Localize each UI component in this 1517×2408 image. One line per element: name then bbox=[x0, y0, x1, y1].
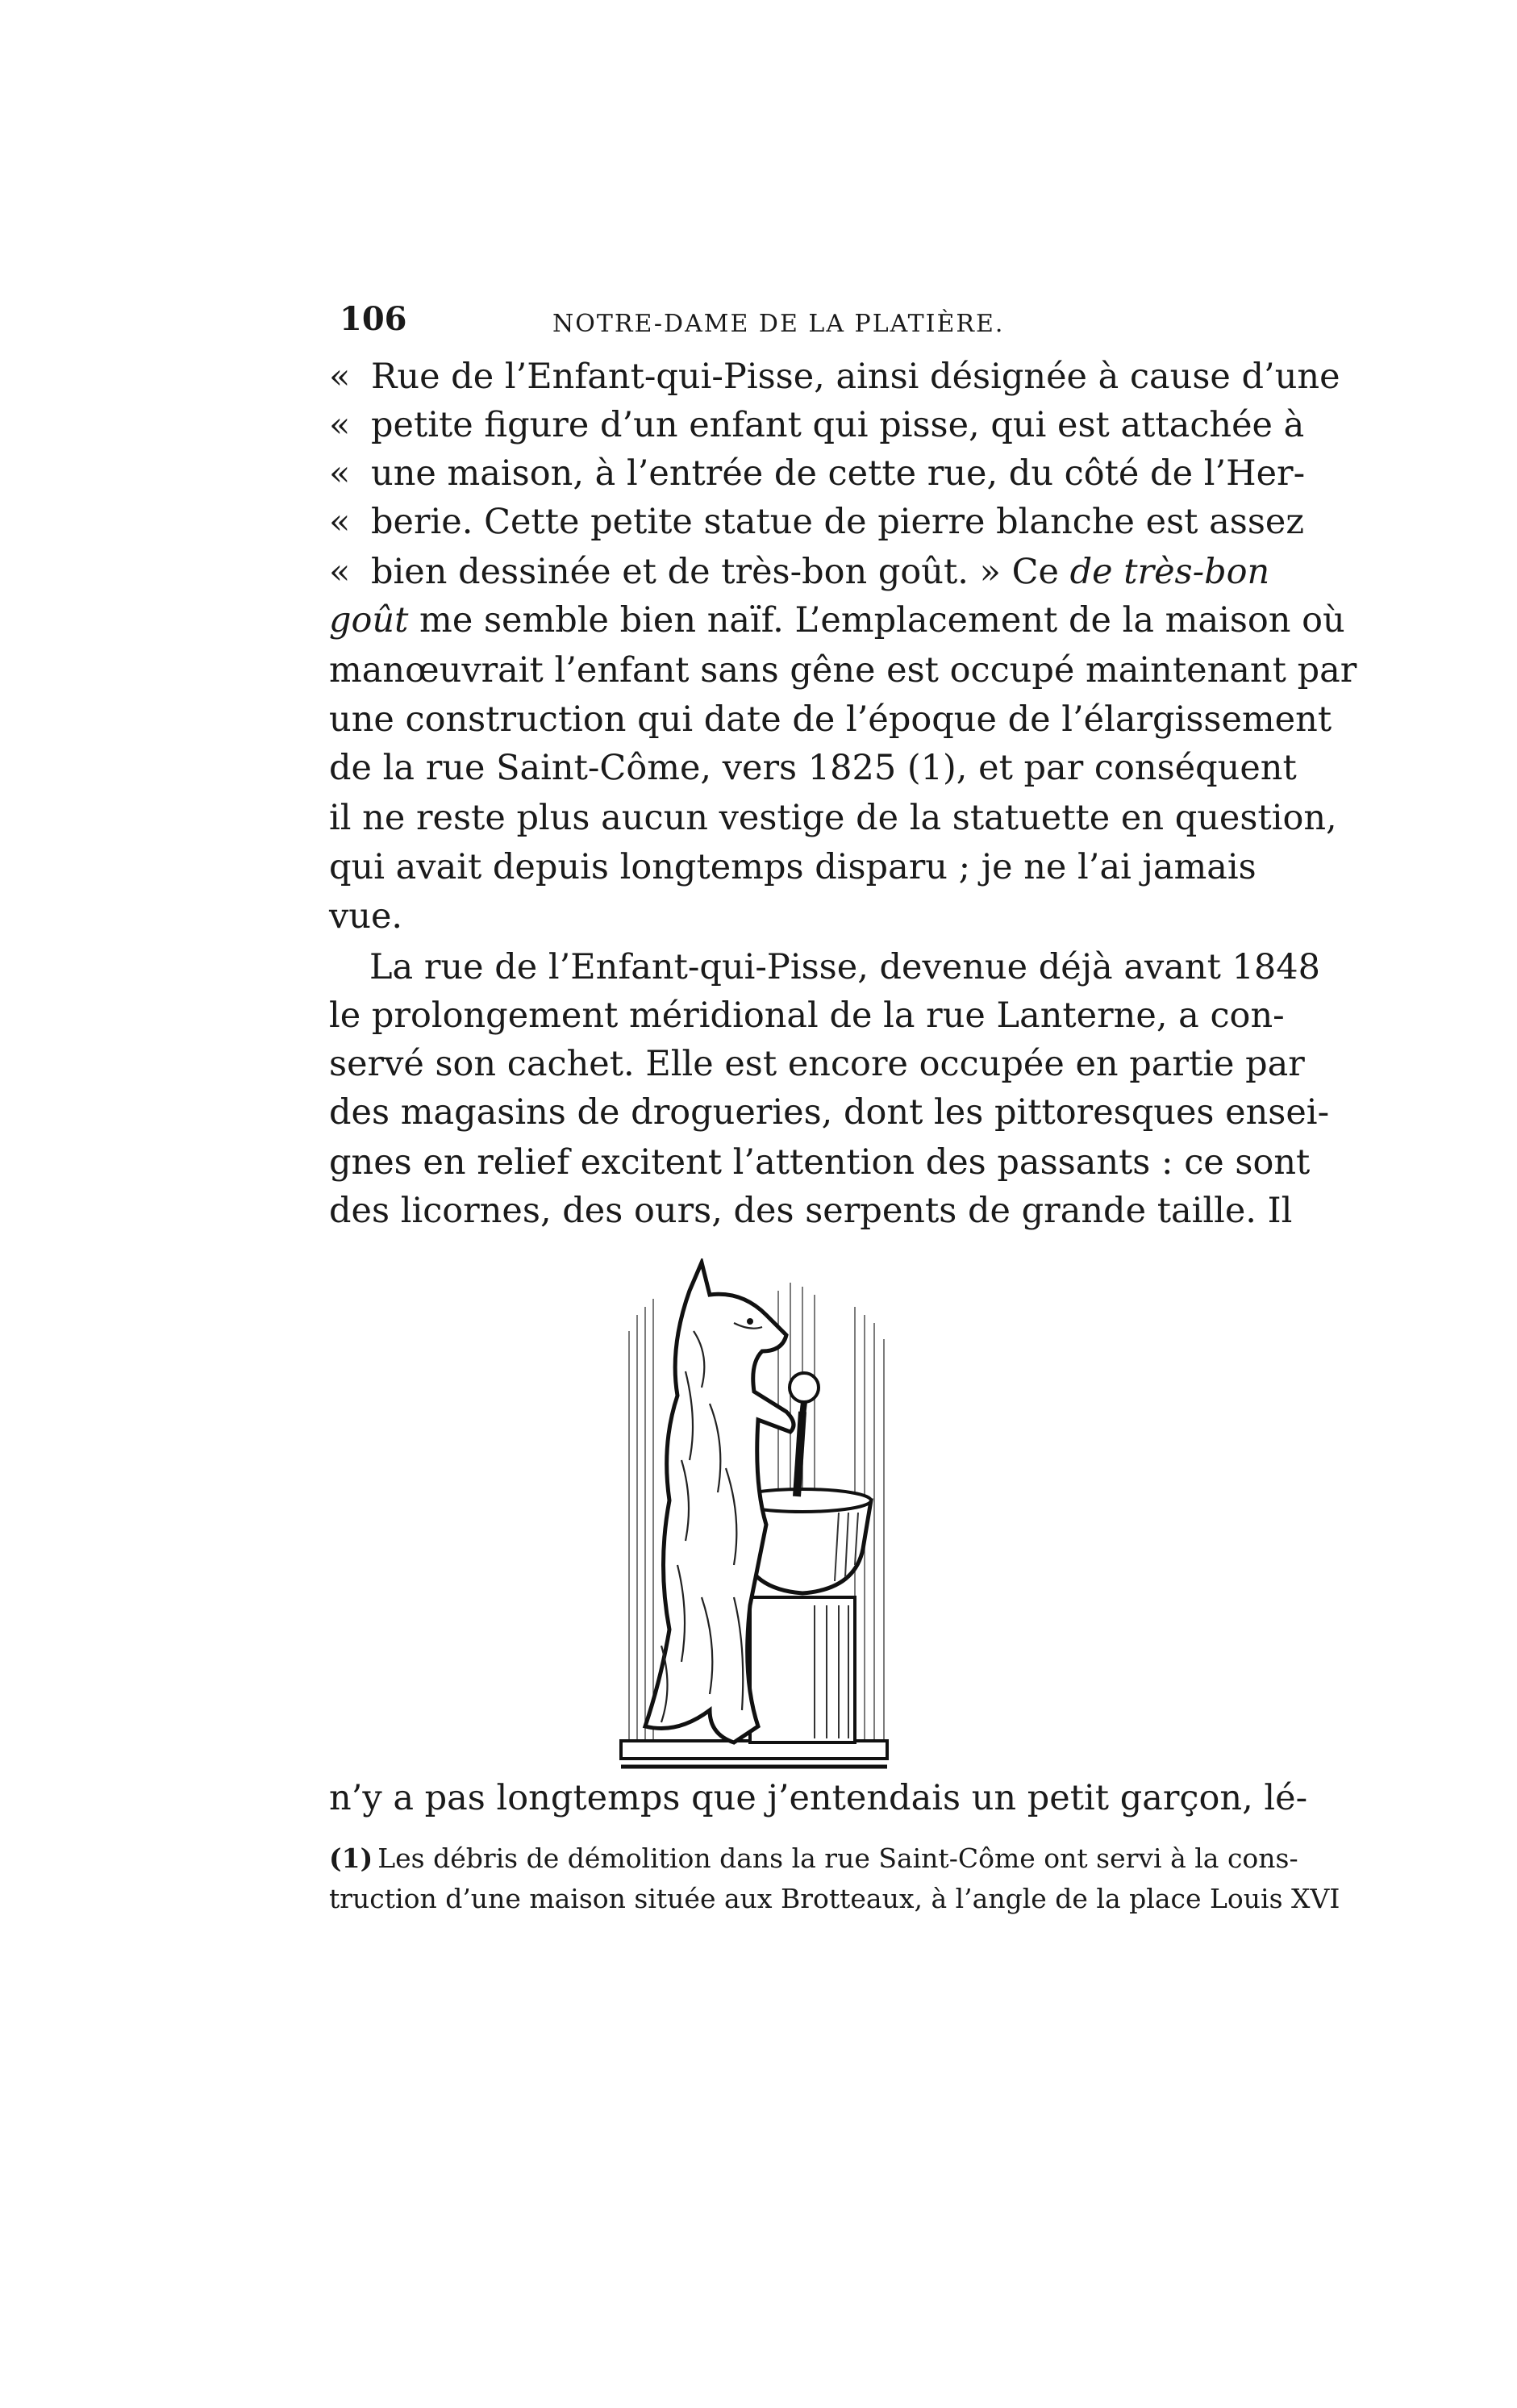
text-line: vue. bbox=[329, 896, 403, 937]
text-line: « berie. Cette petite statue de pierre blanche est assez bbox=[329, 502, 1304, 542]
text-line: il ne reste plus aucun vestige de la statuette en question, bbox=[329, 798, 1337, 838]
text-line: servé son cachet. Elle est encore occupée en partie par bbox=[329, 1044, 1305, 1084]
page-number: 106 bbox=[340, 300, 407, 338]
page-header bbox=[327, 300, 1214, 348]
text-line: de la rue Saint-Côme, vers 1825 (1), et par conséquent bbox=[329, 748, 1297, 788]
text-line: La rue de l’Enfant-qui-Pisse, devenue déjà avant 1848 bbox=[369, 947, 1320, 987]
text-line: manœuvrait l’enfant sans gêne est occupé maintenant par bbox=[329, 650, 1357, 691]
text-line: goût me semble bien naïf. L’emplacement de la maison où bbox=[329, 600, 1345, 641]
text-line: des licornes, des ours, des serpents de grande taille. Il bbox=[329, 1191, 1293, 1231]
text-line: « Rue de l’Enfant-qui-Pisse, ainsi désignée à cause d’une bbox=[329, 357, 1340, 397]
bear-mortar-engraving bbox=[613, 1258, 919, 1775]
text-line: « une maison, à l’entrée de cette rue, du côté de l’Her- bbox=[329, 453, 1306, 494]
text-line: qui avait depuis longtemps disparu ; je ne l’ai jamais bbox=[329, 847, 1257, 887]
text-line: une construction qui date de l’époque de l’élargissement bbox=[329, 699, 1332, 740]
footnote-line: truction d’une maison située aux Brotteaux, à l’angle de la place Louis XVI bbox=[329, 1883, 1340, 1914]
text-line: « petite figure d’un enfant qui pisse, qui est attachée à bbox=[329, 405, 1305, 445]
text-line: « bien dessinée et de très-bon goût. » Ce de très-bon bbox=[329, 552, 1270, 592]
text-line: gnes en relief excitent l’attention des passants : ce sont bbox=[329, 1142, 1311, 1183]
italic-phrase: goût bbox=[329, 600, 409, 641]
text-line: le prolongement méridional de la rue Lanterne, a con- bbox=[329, 995, 1285, 1036]
italic-phrase: de très-bon bbox=[1069, 552, 1270, 592]
running-title: NOTRE-DAME DE LA PLATIÈRE. bbox=[552, 310, 1005, 338]
text-line: n’y a pas longtemps que j’entendais un petit garçon, lé- bbox=[329, 1778, 1308, 1818]
text-line: des magasins de drogueries, dont les pittoresques ensei- bbox=[329, 1092, 1330, 1133]
footnote-marker: (1) bbox=[329, 1843, 373, 1874]
footnote-line: (1) Les débris de démolition dans la rue Saint-Côme ont servi à la cons- bbox=[329, 1843, 1298, 1874]
